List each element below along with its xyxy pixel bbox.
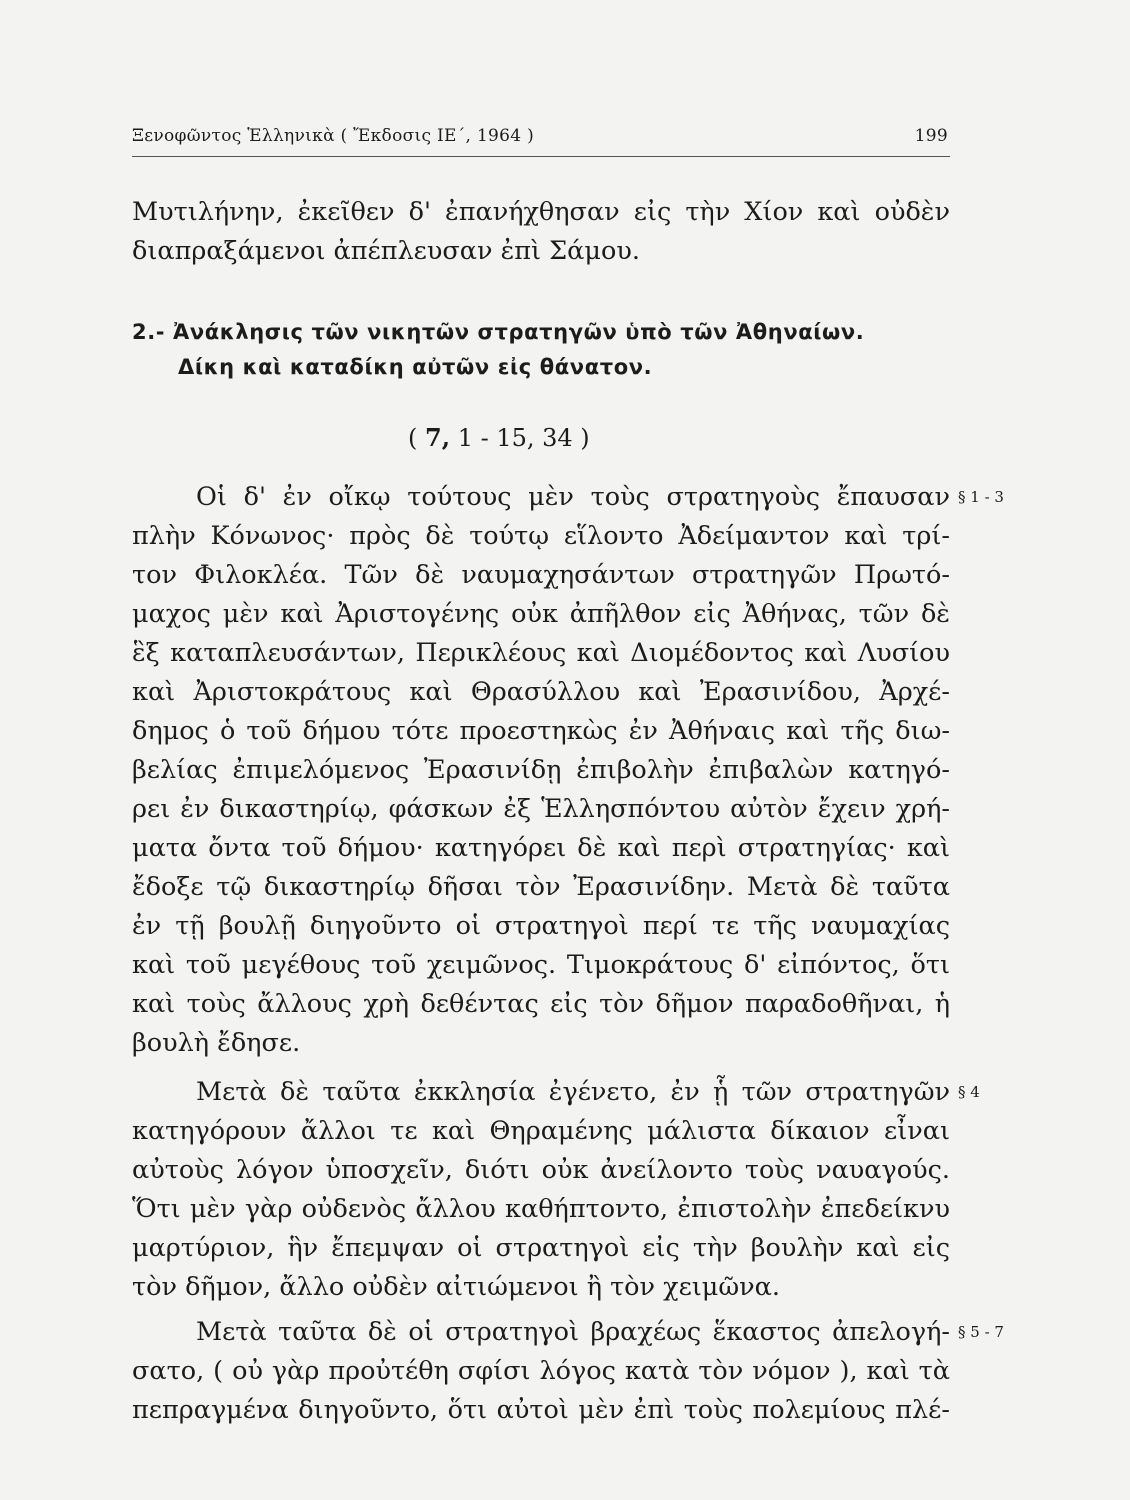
text-line: Οἱ δ' ἐν οἴκῳ τούτους μὲν τοὺς στρατηγοὺς ἔπαυσαν: [196, 482, 950, 512]
citation: [408, 423, 590, 452]
text-line: ἔδοξε τῷ δικαστηρίῳ δῆσαι τὸν Ἐρασινίδην. Μετὰ δὲ ταῦτα: [132, 872, 950, 902]
text-line: καὶ Ἀριστοκράτους καὶ Θρασύλλου καὶ Ἐρασινίδου, Ἀρχέ-: [132, 677, 950, 707]
text-line: αὐτοὺς λόγον ὑποσχεῖν, διότι οὐκ ἀνείλοντο τοὺς ναυαγούς.: [132, 1155, 950, 1185]
text-line: πλὴν Κόνωνος· πρὸς δὲ τούτῳ εἵλοντο Ἀδείμαντον καὶ τρί-: [132, 521, 950, 551]
text-line: βουλὴ ἔδησε.: [132, 1028, 301, 1058]
citation-rest: 1 - 15, 34 ): [450, 424, 590, 452]
text-line: πεπραγμένα διηγοῦντο, ὅτι αὐτοὶ μὲν ἐπὶ τοὺς πολεμίους πλέ-: [132, 1395, 950, 1425]
text-line: κατηγόρουν ἄλλοι τε καὶ Θηραμένης μάλιστα δίκαιον εἶναι: [132, 1116, 950, 1146]
text-line: καὶ τοῦ μεγέθους τοῦ χειμῶνος. Τιμοκράτους δ' εἰπόντος, ὅτι: [132, 950, 950, 980]
header-rule: [132, 156, 950, 157]
margin-note: § 4: [958, 1083, 980, 1101]
citation-open: (: [408, 424, 425, 452]
text-line: τὸν δῆμον, ἄλλο οὐδὲν αἰτιώμενοι ἢ τὸν χειμῶνα.: [132, 1272, 780, 1302]
page-number: 199: [914, 126, 948, 146]
text-line: καὶ τοὺς ἄλλους χρὴ δεθέντας εἰς τὸν δῆμον παραδοθῆναι, ἡ: [132, 989, 950, 1019]
text-line: ἐν τῇ βουλῇ διηγοῦντο οἱ στρατηγοὶ περί τε τῆς ναυμαχίας: [132, 911, 950, 941]
text-line: ρει ἐν δικαστηρίῳ, φάσκων ἐξ Ἑλλησπόντου αὐτὸν ἔχειν χρή-: [132, 794, 950, 824]
text-line: ἓξ καταπλευσάντων, Περικλέους καὶ Διομέδοντος καὶ Λυσίου: [132, 638, 950, 668]
margin-note: § 1 - 3: [958, 488, 1004, 506]
text-line: Μετὰ δὲ ταῦτα ἐκκλησία ἐγένετο, ἐν ᾗ τῶν στρατηγῶν: [196, 1077, 950, 1107]
text-line: δημος ὁ τοῦ δήμου τότε προεστηκὼς ἐν Ἀθήναις καὶ τῆς διω-: [132, 716, 950, 746]
running-title: Ξενοφῶντος Ἑλληνικὰ ( Ἔκδοσις ΙΕ΄, 1964 ): [132, 126, 535, 146]
text-line: τον Φιλοκλέα. Τῶν δὲ ναυμαχησάντων στρατηγῶν Πρωτό-: [132, 560, 950, 590]
running-head: [132, 126, 948, 146]
text-line: μαρτύριον, ἣν ἔπεμψαν οἱ στρατηγοὶ εἰς τὴν βουλὴν καὶ εἰς: [132, 1233, 950, 1263]
text-line: σατο, ( οὐ γὰρ προὐτέθη σφίσι λόγος κατὰ τὸν νόμον ), καὶ τὰ: [132, 1356, 950, 1386]
text-line: Μετὰ ταῦτα δὲ οἱ στρατηγοὶ βραχέως ἕκαστος ἀπελογή-: [196, 1317, 950, 1347]
text-line: βελίας ἐπιμελόμενος Ἐρασινίδῃ ἐπιβολὴν ἐπιβαλὼν κατηγό-: [132, 755, 950, 785]
section-heading: 2.- Ἀνάκλησις τῶν νικητῶν στρατηγῶν ὑπὸ τῶν Ἀθηναίων.: [132, 320, 865, 344]
text-line: Ὅτι μὲν γὰρ οὐδενὸς ἄλλου καθήπτοντο, ἐπιστολὴν ἐπεδείκνυ: [132, 1194, 950, 1224]
text-line: μαχος μὲν καὶ Ἀριστογένης οὐκ ἀπῆλθον εἰς Ἀθήνας, τῶν δὲ: [132, 599, 950, 629]
text-line: ματα ὄντα τοῦ δήμου· κατηγόρει δὲ καὶ περὶ στρατηγίας· καὶ: [132, 833, 950, 863]
citation-book: 7,: [425, 423, 451, 452]
section-subheading: Δίκη καὶ καταδίκη αὐτῶν εἰς θάνατον.: [178, 355, 653, 379]
text-line: διαπραξάμενοι ἀπέπλευσαν ἐπὶ Σάμου.: [132, 236, 640, 266]
margin-note: § 5 - 7: [958, 1323, 1004, 1341]
text-line: Μυτιλήνην, ἐκεῖθεν δ' ἐπανήχθησαν εἰς τὴν Χίον καὶ οὐδὲν: [132, 197, 950, 227]
